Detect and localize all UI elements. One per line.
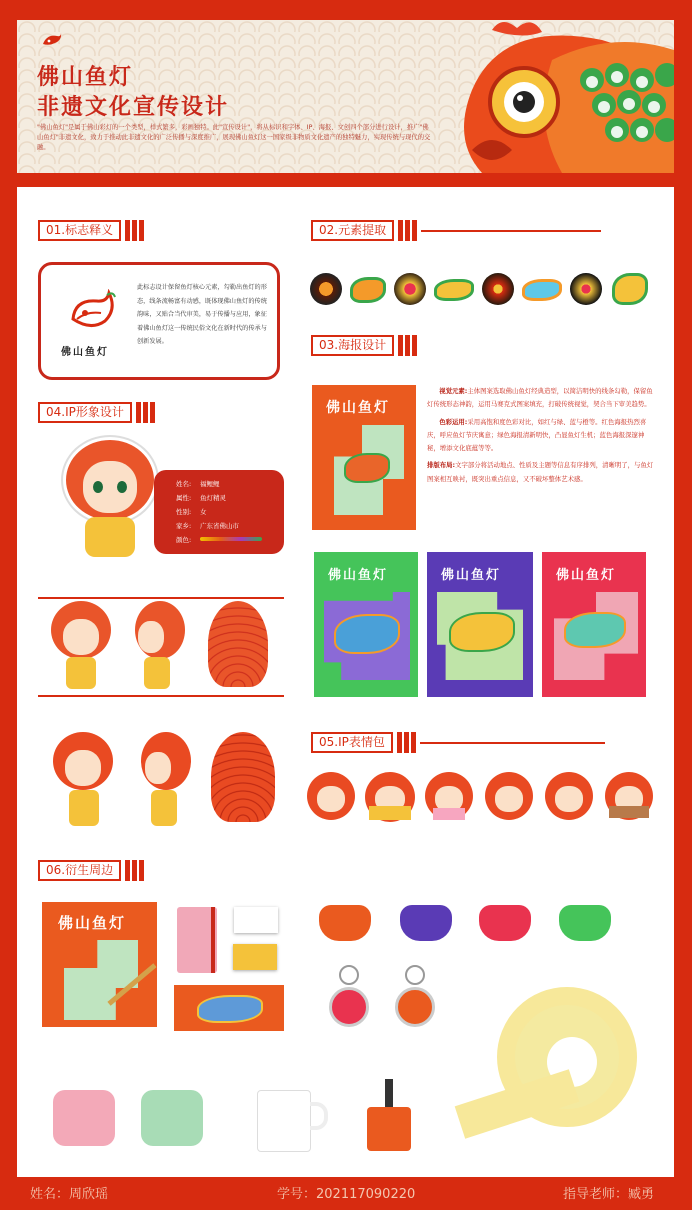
footer-advisor: 指导老师：臧勇 [563,1187,655,1202]
ip-3d-back [207,732,279,832]
fish-logo-icon [41,32,63,48]
merch-notebook-band [211,907,215,973]
element-fish-1 [350,277,386,303]
element-pattern-2 [394,273,426,305]
ip-row-color [154,532,284,546]
decor-bars [396,220,417,241]
poster-desc-visual-title: 视觉元素: [439,387,468,395]
merch-stationery-fish [197,995,263,1023]
ip-row-gender [154,504,284,518]
section-label: 06.衍生周边 [38,860,121,881]
merch-pillow-pink [53,1090,115,1146]
ip-view-front [46,601,116,691]
logo-explanation-card [38,262,280,380]
poster-title: 佛山鱼灯 [326,400,390,416]
footer-student-id: 学号：202117090220 [277,1187,416,1202]
ip-eye-right [117,481,127,493]
section-label: 03.海报设计 [311,335,394,356]
merch-mask-orange [319,905,371,941]
decor-bars [396,335,417,356]
merch-mask-purple [400,905,452,941]
poster-fish [449,612,515,652]
poster-purple [427,552,533,697]
decor-bars [134,402,155,423]
ip-3d-side [135,732,195,832]
merch-keychain-2 [395,987,435,1027]
section-header-merch [38,860,144,881]
ip-turnaround [38,597,284,697]
sticker-4 [485,772,533,820]
ip-row-key: 家乡: [176,521,192,530]
decor-bars [123,220,144,241]
ip-row-home [154,518,284,532]
decor-line [420,742,605,744]
section-label: 04.IP形象设计 [38,402,132,423]
merch-mask-red [479,905,531,941]
merch-book [42,902,157,1027]
ip-face [83,461,137,513]
poster-title: 佛山鱼灯 [328,568,389,583]
element-fish-3 [522,279,562,301]
poster-title: 佛山鱼灯 [441,568,502,583]
main-panel [17,187,674,1177]
poster-fish [344,453,390,483]
section-label: 02.元素提取 [311,220,394,241]
merch-mug-handle [310,1102,328,1130]
element-fish-4 [612,273,648,305]
sticker-3 [425,772,473,820]
merch-mug [257,1090,311,1152]
ip-row-key: 颜色: [176,535,192,544]
header-banner [17,20,674,173]
merch-business-card-2 [233,944,277,970]
ip-row-key: 性别: [176,507,192,516]
logo-brand-text: 佛山鱼灯 [61,347,109,358]
merch-mask-green [559,905,611,941]
merch-badge-lanyard [385,1079,393,1107]
ip-view-side [130,601,190,691]
poster-pink [542,552,646,697]
ip-row-value: 鱼灯精灵 [200,493,226,502]
decor-line [421,230,601,232]
merch-business-card [234,907,278,933]
fish-lantern-illustration [442,20,674,173]
poster-desc-color [427,416,657,456]
page-title-line2: 非遗文化宣传设计 [37,95,230,120]
section-header-stickers [311,732,605,753]
ip-row-value: 广东省佛山市 [200,521,239,530]
page-title-line1: 佛山鱼灯 [37,65,134,90]
ip-body [85,517,135,557]
ip-profile-card [154,470,284,554]
ip-row-key: 姓名: [176,479,192,488]
ip-row-value: 福鲤鲤 [200,479,220,488]
ip-row-attr [154,490,284,504]
merch-pillow-green [141,1090,203,1146]
section-label: 05.IP表情包 [311,732,393,753]
color-gradient-swatch [200,537,262,541]
poster-title: 佛山鱼灯 [58,914,127,932]
sticker-1 [307,772,355,820]
element-pattern-3 [482,273,514,305]
sticker-strip [307,772,657,828]
poster-desc-visual [427,385,657,412]
poster-desc-visual-text: 主体图案选取佛山鱼灯经典造型，以简洁明快的线条勾勒，保留鱼灯传统形态神韵，运用马赛克式图案填充，打破传统视觉，契合当下审美趋势。 [427,387,653,409]
poster-green [314,552,418,697]
poster-desc-color-title: 色彩运用: [439,417,468,426]
poster-fish [334,614,400,654]
ip-row-key: 属性: [176,493,192,502]
logo-explanation-text: 此标志设计保留鱼灯核心元素，勾勒出鱼灯的形态，线条流畅富有动感，既体现佛山鱼灯的传统韵味，又贴合当代审美，易于传播与应用，象征着佛山鱼灯这一传统民俗文化在新时代的传承与创新发展。 [137,284,267,345]
poster-fish [564,612,626,648]
section-header-logo [38,220,144,241]
decor-bars [395,732,416,753]
ip-row-name [154,476,284,490]
merch-keychain-ring-1 [339,965,359,985]
element-strip [310,271,660,309]
decor-bars [123,860,144,881]
poster-desc-layout-text: 文字部分将活动地点、性质及主题等信息有序排列，清晰明了，与鱼灯图案相互映衬，既突出重点信息，又不破坏整体艺术感。 [427,461,654,483]
poster-desc-color-text: 采用高饱和度色彩对比，如红与绿、蓝与橙等。红色海报热烈喜庆，呼应鱼灯节庆寓意；绿色海报清新明快，凸显鱼灯生机；蓝色海报深邃神秘，增添文化底蕴等等。 [427,417,647,453]
sticker-6 [605,772,653,820]
sticker-5 [545,772,593,820]
footer-name: 姓名：周欣瑶 [30,1187,109,1202]
element-fish-2 [434,279,474,301]
fish-logo-icon [67,289,119,335]
sticker-2 [365,772,415,822]
merch-badge [367,1107,411,1151]
poster-desc-layout-title: 排版布局: [427,461,456,470]
ip-character-main [55,437,165,567]
section-header-ip [38,402,155,423]
merch-keychain-1 [329,987,369,1027]
section-header-elements [311,220,601,241]
section-header-posters [311,335,417,356]
ip-3d-renders [47,732,287,837]
element-pattern-4 [570,273,602,305]
ip-view-back [203,601,273,691]
element-pattern-1 [310,273,342,305]
poster-description [427,385,657,486]
ip-3d-front [47,732,119,832]
poster-orange [312,385,416,530]
intro-text: "佛山鱼灯"是属于佛山彩灯的一个类型，样式繁多，彩画独特。此"宣传设计"，将从标识和字体、IP、海报、文创四个部分进行设计，推广"佛山鱼灯"非遗文化，致力于推动此非遗文化的广泛传播与深度推广，展现佛山鱼灯这一国家级非物质文化遗产的独特魅力，实现传统与现代的交融。 [37,124,431,151]
merch-keychain-ring-2 [405,965,425,985]
poster-title: 佛山鱼灯 [556,568,617,583]
merch-book-mosaic [64,940,138,1020]
poster-desc-layout [427,459,657,486]
ip-eye-left [93,481,103,493]
section-label: 01.标志释义 [38,220,121,241]
ip-row-value: 女 [200,507,207,516]
